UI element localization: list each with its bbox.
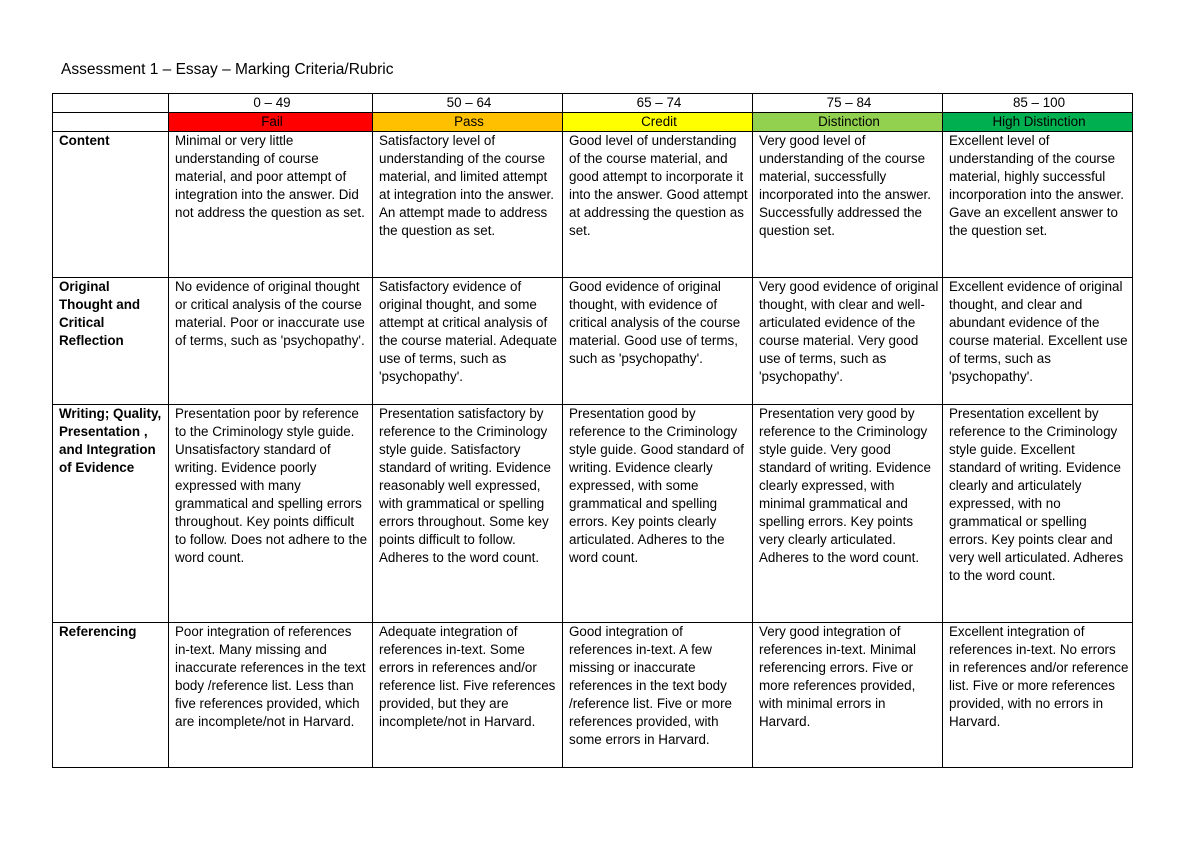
descriptor-cell: Presentation excellent by reference to the Criminology style guide. Excellent standard of writing. Evidence clearly and articulately expressed, with no grammatical or spelling errors. Key points clear and very well articulated. Adheres to the word count. bbox=[943, 405, 1133, 623]
criterion-label: Original Thought and Critical Reflection bbox=[53, 278, 169, 405]
descriptor-cell: Poor integration of references in-text. Many missing and inaccurate references in the text body /reference list. Less than five references provided, which are incomplete/not in Harvard. bbox=[169, 623, 373, 768]
rubric-table bbox=[52, 93, 1133, 768]
descriptor-cell: Good integration of references in-text. A few missing or inaccurate references in the text body /reference list. Five or more references provided, with some errors in Harvard. bbox=[563, 623, 753, 768]
descriptor-cell: Presentation satisfactory by reference to the Criminology style guide. Satisfactory standard of writing. Evidence reasonably well expressed, with grammatical or spelling errors throughout. Some key points difficult to follow. Adheres to the word count. bbox=[373, 405, 563, 623]
grade-distinction: Distinction bbox=[753, 113, 943, 132]
criterion-label: Referencing bbox=[53, 623, 169, 768]
descriptor-cell: Excellent evidence of original thought, and clear and abundant evidence of the course material. Excellent use of terms, such as 'psychopathy'. bbox=[943, 278, 1133, 405]
grade-pass: Pass bbox=[373, 113, 563, 132]
criterion-label: Content bbox=[53, 132, 169, 278]
criterion-row-original-thought bbox=[53, 278, 1133, 405]
grade-row bbox=[53, 113, 1133, 132]
descriptor-cell: Very good integration of references in-text. Minimal referencing errors. Five or more references provided, with minimal errors in Harvard. bbox=[753, 623, 943, 768]
range-high-distinction: 85 – 100 bbox=[943, 94, 1133, 113]
grade-fail: Fail bbox=[169, 113, 373, 132]
descriptor-cell: No evidence of original thought or critical analysis of the course material. Poor or inaccurate use of terms, such as 'psychopathy'. bbox=[169, 278, 373, 405]
descriptor-cell: Satisfactory level of understanding of the course material, and limited attempt at integration into the answer. An attempt made to address the question as set. bbox=[373, 132, 563, 278]
range-fail: 0 – 49 bbox=[169, 94, 373, 113]
descriptor-cell: Excellent level of understanding of the course material, highly successful incorporation into the answer. Gave an excellent answer to the question set. bbox=[943, 132, 1133, 278]
descriptor-cell: Minimal or very little understanding of course material, and poor attempt of integration into the answer. Did not address the question as set. bbox=[169, 132, 373, 278]
criterion-row-writing bbox=[53, 405, 1133, 623]
grade-credit: Credit bbox=[563, 113, 753, 132]
page-title: Assessment 1 – Essay – Marking Criteria/Rubric bbox=[61, 61, 394, 78]
grade-corner-cell bbox=[53, 113, 169, 132]
criterion-row-referencing bbox=[53, 623, 1133, 768]
criterion-label: Writing; Quality, Presentation , and Integration of Evidence bbox=[53, 405, 169, 623]
grade-high-distinction: High Distinction bbox=[943, 113, 1133, 132]
header-corner-cell bbox=[53, 94, 169, 113]
range-pass: 50 – 64 bbox=[373, 94, 563, 113]
descriptor-cell: Good level of understanding of the course material, and good attempt to incorporate it into the answer. Good attempt at addressing the question as set. bbox=[563, 132, 753, 278]
descriptor-cell: Very good level of understanding of the course material, successfully incorporated into the answer. Successfully addressed the question set. bbox=[753, 132, 943, 278]
descriptor-cell: Presentation very good by reference to the Criminology style guide. Very good standard of writing. Evidence clearly expressed, with minimal grammatical and spelling errors. Key points very clearly articulated. Adheres to the word count. bbox=[753, 405, 943, 623]
descriptor-cell: Very good evidence of original thought, with clear and well-articulated evidence of the course material. Very good use of terms, such as 'psychopathy'. bbox=[753, 278, 943, 405]
descriptor-cell: Presentation good by reference to the Criminology style guide. Good standard of writing. Evidence clearly expressed, with some grammatical and spelling errors. Key points clearly articulated. Adheres to the word count. bbox=[563, 405, 753, 623]
descriptor-cell: Good evidence of original thought, with evidence of critical analysis of the course material. Good use of terms, such as 'psychopathy'. bbox=[563, 278, 753, 405]
score-range-row bbox=[53, 94, 1133, 113]
descriptor-cell: Adequate integration of references in-text. Some errors in references and/or reference list. Five references provided, but they are incomplete/not in Harvard. bbox=[373, 623, 563, 768]
range-distinction: 75 – 84 bbox=[753, 94, 943, 113]
descriptor-cell: Excellent integration of references in-text. No errors in references and/or reference list. Five or more references provided, with no errors in Harvard. bbox=[943, 623, 1133, 768]
descriptor-cell: Satisfactory evidence of original thought, and some attempt at critical analysis of the course material. Adequate use of terms, such as 'psychopathy'. bbox=[373, 278, 563, 405]
range-credit: 65 – 74 bbox=[563, 94, 753, 113]
criterion-row-content bbox=[53, 132, 1133, 278]
descriptor-cell: Presentation poor by reference to the Criminology style guide. Unsatisfactory standard of writing. Evidence poorly expressed with many grammatical and spelling errors throughout. Key points difficult to follow. Does not adhere to the word count. bbox=[169, 405, 373, 623]
